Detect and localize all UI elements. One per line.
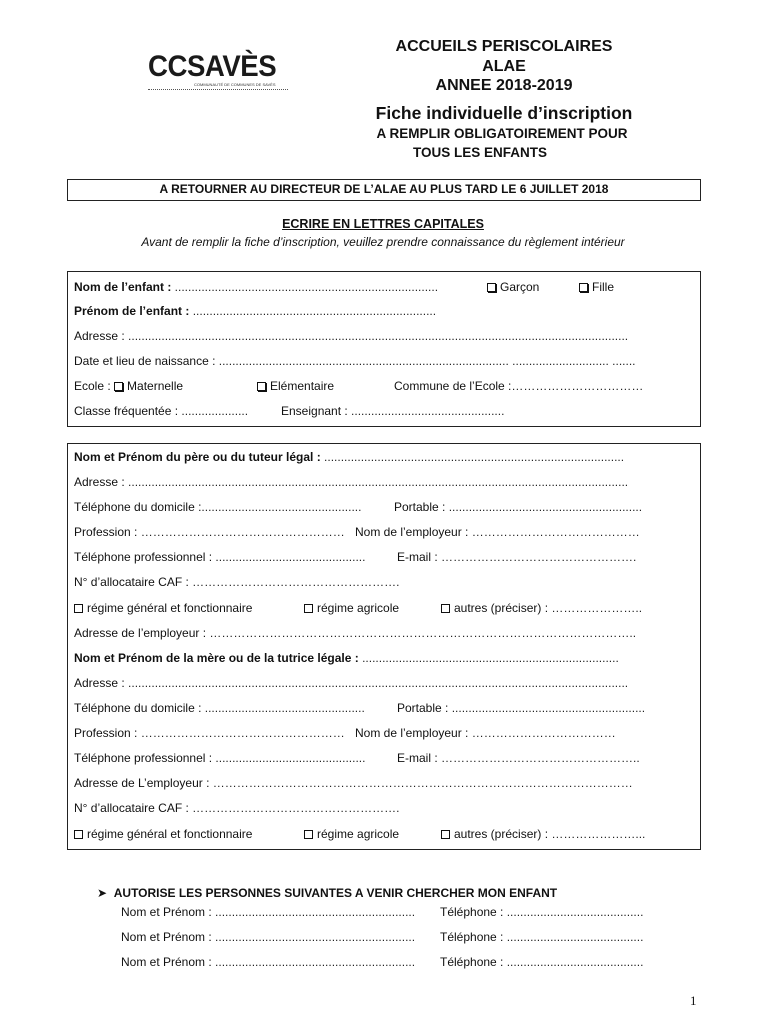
father-email-label: E-mail : xyxy=(397,550,438,564)
child-name-field[interactable]: ............................................................................... xyxy=(171,280,439,294)
authorized-name-label: Nom et Prénom : xyxy=(121,930,212,944)
father-email-field[interactable]: …………………………………………. xyxy=(437,550,637,564)
commune-label: Commune de l’Ecole : xyxy=(394,379,512,393)
mother-profession-field[interactable]: …………………………………………… xyxy=(137,726,345,740)
child-birth-row xyxy=(74,354,636,368)
class-field[interactable]: .................... xyxy=(178,404,249,418)
school-elementaire-checkbox[interactable] xyxy=(257,382,266,391)
mother-regime-autres-label: autres (préciser) : xyxy=(454,827,549,841)
mother-caf-label: N° d’allocataire CAF : xyxy=(74,801,189,815)
child-address-label: Adresse : xyxy=(74,329,125,343)
authorized-name-field[interactable]: ............................................................ xyxy=(211,955,416,969)
father-employer-address-row xyxy=(74,626,636,640)
mother-regime-agricole-checkbox[interactable] xyxy=(304,830,313,839)
gender-boy-label: Garçon xyxy=(500,280,540,294)
mother-mobile-field[interactable]: .......................................................... xyxy=(448,701,646,715)
mother-title-row xyxy=(74,651,619,665)
page-number: 1 xyxy=(690,993,697,1008)
mother-work-phone-row xyxy=(74,751,365,765)
authorized-title: AUTORISE LES PERSONNES SUIVANTES A VENIR CHERCHER MON ENFANT xyxy=(113,886,558,900)
father-profession-field[interactable]: …………………………………………… xyxy=(137,525,345,539)
father-employer-label: Nom de l’employeur : xyxy=(355,525,469,539)
father-mobile-row xyxy=(394,500,642,514)
deadline-box xyxy=(67,179,701,201)
deadline-text: A RETOURNER AU DIRECTEUR DE L’ALAE AU PLUS TARD LE 6 JUILLET 2018 xyxy=(159,182,609,196)
teacher-row xyxy=(281,404,504,418)
authorized-phone-row xyxy=(440,955,643,969)
mother-home-phone-row xyxy=(74,701,365,715)
header-form-title: Fiche individuelle d’inscription xyxy=(375,103,633,123)
authorized-phone-field[interactable]: ......................................... xyxy=(503,930,644,944)
father-title-label: Nom et Prénom du père ou du tuteur légal : xyxy=(74,450,321,464)
father-regime-autres-field[interactable]: ………………….. xyxy=(548,601,643,615)
mother-work-phone-field[interactable]: ............................................. xyxy=(212,751,366,765)
authorized-phone-label: Téléphone : xyxy=(440,905,504,919)
father-regime-autres-label: autres (préciser) : xyxy=(454,601,549,615)
child-birth-field[interactable]: ....................................................................................... ............................. ....... xyxy=(215,354,636,368)
authorized-phone-row xyxy=(440,930,643,944)
mother-employer-label: Nom de l’employeur : xyxy=(355,726,469,740)
mother-regime-agricole-label: régime agricole xyxy=(317,827,400,841)
father-work-phone-field[interactable]: ............................................. xyxy=(212,550,366,564)
authorized-person-row xyxy=(121,905,415,919)
mother-address-row xyxy=(74,676,628,690)
mother-profession-label: Profession : xyxy=(74,726,138,740)
father-address-row xyxy=(74,475,628,489)
father-regime-agricole-option[interactable] xyxy=(304,601,399,615)
authorized-name-field[interactable]: ............................................................ xyxy=(211,905,416,919)
capitals-instruction: ECRIRE EN LETTRES CAPITALES xyxy=(282,217,484,231)
father-home-phone-label: Téléphone du domicile : xyxy=(74,500,202,514)
father-title-row xyxy=(74,450,624,464)
father-caf-field[interactable]: ……………………………………………. xyxy=(188,575,400,589)
father-email-row xyxy=(397,550,636,564)
teacher-label: Enseignant : xyxy=(281,404,348,418)
authorized-phone-label: Téléphone : xyxy=(440,955,504,969)
father-caf-label: N° d’allocataire CAF : xyxy=(74,575,189,589)
father-regime-autres-checkbox[interactable] xyxy=(441,604,450,613)
mother-regime-autres-field[interactable]: …………………... xyxy=(548,827,646,841)
father-regime-agricole-checkbox[interactable] xyxy=(304,604,313,613)
logo-dotted-rule xyxy=(148,89,288,90)
child-firstname-field[interactable]: ......................................................................... xyxy=(189,304,437,318)
mother-name-field[interactable]: ............................................................................. xyxy=(358,651,619,665)
mother-address-field[interactable]: ...................................................................................................................................................... xyxy=(124,676,629,690)
father-caf-row xyxy=(74,575,400,589)
father-work-phone-label: Téléphone professionnel : xyxy=(74,550,213,564)
mother-regime-autres-checkbox[interactable] xyxy=(441,830,450,839)
father-mobile-field[interactable]: .......................................................... xyxy=(445,500,643,514)
commune-row xyxy=(394,379,643,393)
header-mandatory-line1: A REMPLIR OBLIGATOIREMENT POUR xyxy=(376,126,628,141)
arrow-bullet-icon: ➤ xyxy=(97,886,108,900)
authorized-name-field[interactable]: ............................................................ xyxy=(211,930,416,944)
mother-home-phone-label: Téléphone du domicile : xyxy=(74,701,202,715)
mother-address-label: Adresse : xyxy=(74,676,125,690)
logo-name: CCSAVÈS xyxy=(148,50,277,83)
mother-caf-row xyxy=(74,801,400,815)
father-employer-row xyxy=(355,525,640,539)
mother-regime-autres-option[interactable] xyxy=(441,827,645,841)
class-row xyxy=(74,404,248,418)
mother-employer-address-label: Adresse de L’employeur : xyxy=(74,776,210,790)
rules-note: Avant de remplir la fiche d’inscription, veuillez prendre connaissance du règlement intérieur xyxy=(141,235,625,249)
mother-employer-field[interactable]: ……………………………… xyxy=(468,726,616,740)
mother-email-row xyxy=(397,751,640,765)
mother-regime-general-checkbox[interactable] xyxy=(74,830,83,839)
logo-subtitle: COMMUNAUTÉ DE COMMUNES DE SAVÈS xyxy=(194,82,276,87)
authorized-title-row xyxy=(97,886,557,900)
class-label: Classe fréquentée : xyxy=(74,404,179,418)
father-address-field[interactable]: ...................................................................................................................................................... xyxy=(124,475,629,489)
father-regime-general-option[interactable] xyxy=(74,601,252,615)
child-birth-label: Date et lieu de naissance : xyxy=(74,354,216,368)
teacher-field[interactable]: .............................................. xyxy=(347,404,505,418)
mother-regime-agricole-option[interactable] xyxy=(304,827,399,841)
child-address-field[interactable]: ...................................................................................................................................................... xyxy=(124,329,629,343)
father-name-field[interactable]: .......................................................................................... xyxy=(320,450,625,464)
school-maternelle-label: Maternelle xyxy=(127,379,184,393)
header-mandatory-line2: TOUS LES ENFANTS xyxy=(412,145,548,160)
father-regime-general-checkbox[interactable] xyxy=(74,604,83,613)
father-employer-address-field[interactable]: …………………………………………………………………………………………….. xyxy=(206,626,637,640)
authorized-person-row xyxy=(121,955,415,969)
school-elementaire-option[interactable] xyxy=(257,379,334,393)
authorized-phone-field[interactable]: ......................................... xyxy=(503,905,644,919)
father-address-label: Adresse : xyxy=(74,475,125,489)
child-firstname-row xyxy=(74,304,436,318)
ccsaves-logo xyxy=(148,52,298,96)
gender-boy-option[interactable] xyxy=(487,280,539,294)
mother-work-phone-label: Téléphone professionnel : xyxy=(74,751,213,765)
mother-employer-address-row xyxy=(74,776,633,790)
school-row xyxy=(74,379,183,393)
header-alae: ALAE xyxy=(482,58,526,75)
father-profession-label: Profession : xyxy=(74,525,138,539)
child-firstname-label: Prénom de l’enfant : xyxy=(74,304,190,318)
gender-girl-option[interactable] xyxy=(579,280,614,294)
school-maternelle-checkbox[interactable] xyxy=(114,382,123,391)
header-year: ANNEE 2018-2019 xyxy=(435,77,573,94)
child-address-row xyxy=(74,329,628,343)
authorized-phone-row xyxy=(440,905,643,919)
father-mobile-label: Portable : xyxy=(394,500,446,514)
father-employer-address-label: Adresse de l’employeur : xyxy=(74,626,207,640)
authorized-name-label: Nom et Prénom : xyxy=(121,905,212,919)
father-home-phone-field[interactable]: ................................................ xyxy=(201,500,362,514)
mother-regime-general-label: régime général et fonctionnaire xyxy=(87,827,253,841)
father-home-phone-row xyxy=(74,500,361,514)
gender-girl-label: Fille xyxy=(592,280,615,294)
mother-profession-row xyxy=(74,726,345,740)
child-name-row xyxy=(74,280,438,294)
authorized-person-row xyxy=(121,930,415,944)
father-regime-general-label: régime général et fonctionnaire xyxy=(87,601,253,615)
gender-boy-checkbox[interactable] xyxy=(487,283,496,292)
father-regime-autres-option[interactable] xyxy=(441,601,642,615)
child-name-label: Nom de l’enfant : xyxy=(74,280,172,294)
mother-home-phone-field[interactable]: ................................................ xyxy=(201,701,365,715)
authorized-phone-field[interactable]: ......................................... xyxy=(503,955,644,969)
mother-mobile-row xyxy=(397,701,645,715)
commune-field[interactable]: …………………………… xyxy=(511,379,644,393)
father-employer-field[interactable]: …………………………………… xyxy=(468,525,640,539)
mother-caf-field[interactable]: ……………………………………………. xyxy=(188,801,400,815)
mother-email-field[interactable]: ………………………………………….. xyxy=(437,751,640,765)
father-regime-agricole-label: régime agricole xyxy=(317,601,400,615)
mother-title-label: Nom et Prénom de la mère ou de la tutrice légale : xyxy=(74,651,359,665)
school-label: Ecole : xyxy=(74,379,111,393)
father-profession-row xyxy=(74,525,345,539)
mother-mobile-label: Portable : xyxy=(397,701,449,715)
mother-employer-address-field[interactable]: …………………………………………………………………………………………… xyxy=(209,776,633,790)
header-title: ACCUEILS PERISCOLAIRES xyxy=(395,38,613,55)
father-work-phone-row xyxy=(74,550,365,564)
authorized-phone-label: Téléphone : xyxy=(440,930,504,944)
mother-email-label: E-mail : xyxy=(397,751,438,765)
authorized-name-label: Nom et Prénom : xyxy=(121,955,212,969)
gender-girl-checkbox[interactable] xyxy=(579,283,588,292)
mother-regime-general-option[interactable] xyxy=(74,827,252,841)
mother-employer-row xyxy=(355,726,616,740)
school-elementaire-label: Elémentaire xyxy=(270,379,335,393)
